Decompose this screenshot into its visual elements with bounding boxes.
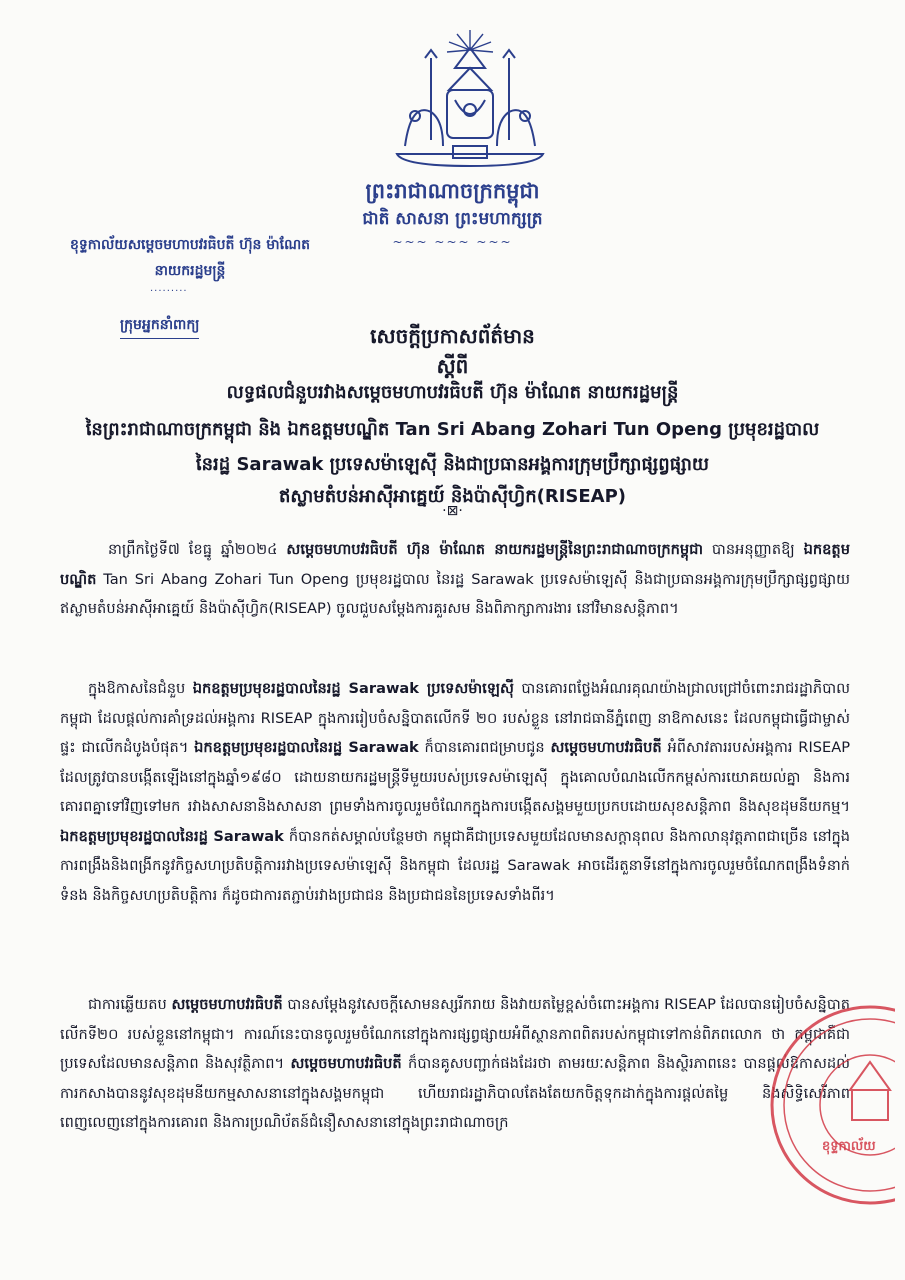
subject-line-3: នៃរដ្ឋ Sarawak ប្រទេសម៉ាឡេស៊ី និងជាប្រធានអង្គការក្រុមប្រឹក្សាផ្សព្វផ្សាយ <box>195 454 710 475</box>
office-title: នាយករដ្ឋមន្ត្រី <box>154 263 226 279</box>
p1-bold-guest: ឯកឧត្តមបណ្ឌិត <box>60 541 850 588</box>
subject-word: ស្តីពី <box>436 354 469 378</box>
p1-text: បានអនុញ្ញាតឱ្យ <box>703 541 804 558</box>
p1-text: Tan Sri Abang Zohari Tun Openg ប្រមុខរដ្ឋបាល នៃរដ្ឋ Sarawak ប្រទេសម៉ាឡេស៊ី និងជាប្រធានអង្គការក្រុមប្រឹក្សាផ្សព្វផ្សាយឥស្លាមតំបន់អាស៊ីអាគ្នេយ៍ និងប៉ាស៊ីហ្វិក(RISEAP) ចូលជួបសម្តែងការគួរសម និងពិភាក្សាការងារ នៅវិមានសន្តិភាព។ <box>60 570 850 617</box>
title-ornament: ·⊠· <box>442 503 463 519</box>
kingdom-heading: ព្រះរាជាណាចក្រកម្ពុជា <box>365 179 540 203</box>
p2-bold: ឯកឧត្តមប្រមុខរដ្ឋបាលនៃរដ្ឋ Sarawak <box>60 827 284 845</box>
p3-text: ជាការឆ្លើយតប <box>88 996 172 1013</box>
motto-ornament: ~~~ ~~~ ~~~ <box>392 235 513 249</box>
p3-bold: សម្តេចមហាបវរធិបតី <box>171 996 283 1013</box>
p2-text: ក្នុងឱកាសនៃជំនួប <box>88 680 193 697</box>
p2-bold: ឯកឧត្តមប្រមុខរដ្ឋបាលនៃរដ្ឋ Sarawak <box>194 739 419 756</box>
office-ornament: ········· <box>150 286 188 297</box>
office-name: ខុទ្ទកាល័យសម្តេចមហាបវរធិបតី ហ៊ុន ម៉ាណែត <box>69 237 311 253</box>
issuing-office <box>40 232 340 284</box>
subject-line-4: ឥស្លាមតំបន់អាស៊ីអាគ្នេយ៍ និងប៉ាស៊ីហ្វិក(RISEAP) <box>278 486 627 507</box>
subject-line-1: លទ្ធផលជំនួបរវាងសម្តេចមហាបវរធិបតី ហ៊ុន ម៉ាណែត នាយករដ្ឋមន្ត្រី <box>226 382 679 403</box>
p3-text: ក៏បានគូសបញ្ជាក់ផងដែរថា តាមរយៈសន្តិភាព និងស្ថិរភាពនេះ បានផ្តល់ឱកាសដល់ការកសាងបាននូវសុខដុមនីយកម្មសាសនានៅក្នុងសង្គមកម្ពុជា ហើយរាជរដ្ឋាភិបាលតែងតែយកចិត្តទុកដាក់ក្នុងការផ្តល់តម្លៃ និងសិទ្ធិសេរីភាពពេញលេញនៅក្នុងការគោរព និងការប្រណិប័តន៍ជំនឿសាសនានៅក្នុងព្រះរាជាណាចក្រ <box>60 1055 850 1131</box>
p1-bold-leader: សម្តេចមហាបវរធិបតី ហ៊ុន ម៉ាណែត នាយករដ្ឋមន្ត្រីនៃព្រះរាជាណាចក្រកម្ពុជា <box>286 541 704 558</box>
p3-text: បានសម្តែងនូវសេចក្តីសោមនស្សរីករាយ និងវាយតម្លៃខ្ពស់ចំពោះអង្គការ RISEAP ដែលបានរៀបចំសន្និបាតលើកទី២០ របស់ខ្លួននៅកម្ពុជា។ ការណ៍នេះបានចូលរួមចំណែកនៅក្នុងការផ្សព្វផ្សាយអំពីស្ថានភាពពិតរបស់កម្ពុជាទៅកាន់ពិភពលោក ថា កម្ពុជាគឺជាប្រទេសដែលមានសន្តិភាព និងសុវត្ថិភាព។ <box>60 996 850 1072</box>
seal-text: ខុទ្ទកាល័យ <box>822 1139 876 1154</box>
p3-bold: សម្តេចមហាបវរធិបតី <box>290 1055 402 1072</box>
p2-bold: ឯកឧត្តមប្រមុខរដ្ឋបាលនៃរដ្ឋ Sarawak ប្រទេសម៉ាឡេស៊ី <box>192 680 514 697</box>
p2-text: អំពីសាវតាររបស់អង្គការ RISEAP ដែលត្រូវបានបង្កើតឡើងនៅក្នុងឆ្នាំ១៩៨០ ដោយនាយករដ្ឋមន្ត្រីទីមួយរបស់ប្រទេសម៉ាឡេស៊ី ក្នុងគោលបំណងលើកកម្ពស់ការយោគយល់គ្នា និងការគោរពគ្នាទៅវិញទៅមក រវាងសាសនានិងសាសនា ព្រមទាំងការចូលរួមចំណែកក្នុងការបង្កើតសង្គមមួយប្រកបដោយសុខសន្តិភាព និងសុខដុមនីយកម្ម។ <box>60 739 851 815</box>
p2-text: ក៏បានកត់សម្គាល់បន្ថែមថា កម្ពុជាគឺជាប្រទេសមួយដែលមានសក្តានុពល និងកាលានុវត្តភាពជាច្រើន នៅក្នុងការពង្រឹងនិងពង្រីកនូវកិច្ចសហប្រតិបត្តិការរវាងប្រទេសម៉ាឡេស៊ី និងកម្ពុជា ដែលរដ្ឋ Sarawak អាចដើរតួនាទីនៅក្នុងការចូលរួមចំណែកពង្រឹងទំនាក់ទំនង និងកិច្ចសហប្រតិបត្តិការ ក៏ដូចជាការតភ្ជាប់រវាងប្រជាជន និងប្រជាជននៃប្រទេសទាំងពីរ។ <box>60 827 850 904</box>
p1-text: នាព្រឹកថ្ងៃទី៧ ខែធ្នូ ឆ្នាំ២០២៤ <box>108 541 287 558</box>
paragraph-1 <box>60 535 850 624</box>
royal-emblem-icon <box>385 28 555 178</box>
document-title: សេចក្តីប្រកាសព័ត៌មាន <box>370 324 535 348</box>
p2-text: បានគោរពថ្លែងអំណរគុណយ៉ាងជ្រាលជ្រៅចំពោះរាជរដ្ឋាភិបាលកម្ពុជា ដែលផ្តល់ការគាំទ្រដល់អង្គការ RISEAP ក្នុងការរៀបចំសន្និបាតលើកទី ២០ របស់ខ្លួន នៅរាជធានីភ្នំពេញ នាឱកាសនេះ ដែលកម្ពុជាធ្វើជាម្ចាស់ផ្ទះ ជាលើកដំបូងបំផុត។ <box>60 680 850 756</box>
p2-bold: សម្តេចមហាបវរធិបតី <box>550 739 662 756</box>
paragraph-3 <box>60 990 850 1138</box>
subject-line-2: នៃព្រះរាជាណាចក្រកម្ពុជា និង ឯកឧត្តមបណ្ឌិត Tan Sri Abang Zohari Tun Openg ប្រមុខរដ្ឋបាល <box>85 419 820 440</box>
national-motto: ជាតិ សាសនា ព្រះមហាក្សត្រ <box>362 209 543 229</box>
office-seal-icon <box>760 1000 895 1210</box>
spokesperson-unit: ក្រុមអ្នកនាំពាក្យ <box>120 315 199 339</box>
paragraph-2 <box>60 674 850 910</box>
p2-text: ក៏បានគោរពជម្រាបជូន <box>418 739 551 756</box>
